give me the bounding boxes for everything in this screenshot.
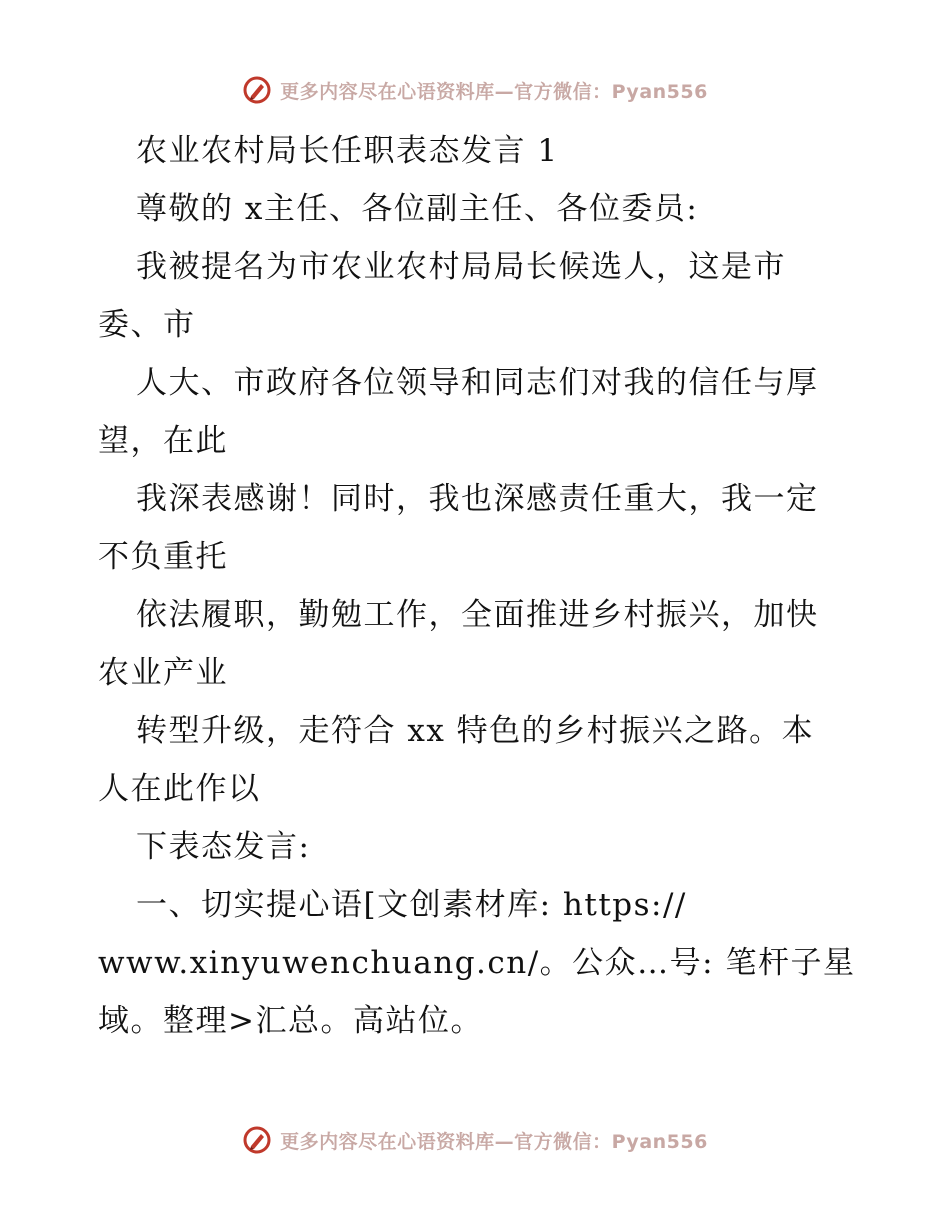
watermark-footer — [0, 1120, 950, 1160]
watermark-header — [0, 70, 950, 110]
paragraph-line: 农业产业 — [98, 655, 228, 691]
paragraph-line: 委、市 — [98, 307, 196, 343]
watermark-text: 更多内容尽在心语资料库—官方微信：Pyan556 — [280, 80, 708, 103]
paragraph-line: 域。整理>汇总。高站位。 — [98, 1003, 483, 1039]
paragraph-line: 转型升级，走符合 xx 特色的乡村振兴之路。本 — [136, 713, 815, 749]
salutation: 尊敬的 x主任、各位副主任、各位委员: — [136, 191, 699, 227]
paragraph-line: 人大、市政府各位领导和同志们对我的信任与厚 — [136, 365, 819, 401]
paragraph-line: 下表态发言: — [136, 829, 311, 865]
paragraph-line: 人在此作以 — [98, 771, 261, 807]
paragraph-line: 我深表感谢！同时，我也深感责任重大，我一定 — [136, 481, 819, 517]
paragraph-line: 不负重托 — [98, 539, 228, 575]
paragraph-line: 望，在此 — [98, 423, 228, 459]
paragraph-line: 依法履职，勤勉工作，全面推进乡村振兴，加快 — [136, 597, 819, 633]
section-heading-line: 一、切实提心语[文创素材库: https:// — [136, 887, 687, 923]
paragraph-line: 我被提名为市农业农村局局长候选人，这是市 — [136, 249, 786, 285]
watermark-text: 更多内容尽在心语资料库—官方微信：Pyan556 — [280, 1130, 708, 1153]
document-title: 农业农村局长任职表态发言 1 — [136, 133, 559, 169]
pen-logo-icon — [242, 75, 272, 105]
pen-logo-icon — [242, 1125, 272, 1155]
document-body — [98, 122, 858, 1050]
paragraph-line: www.xinyuwenchuang.cn/。公众…号: 笔杆子星 — [98, 945, 856, 981]
